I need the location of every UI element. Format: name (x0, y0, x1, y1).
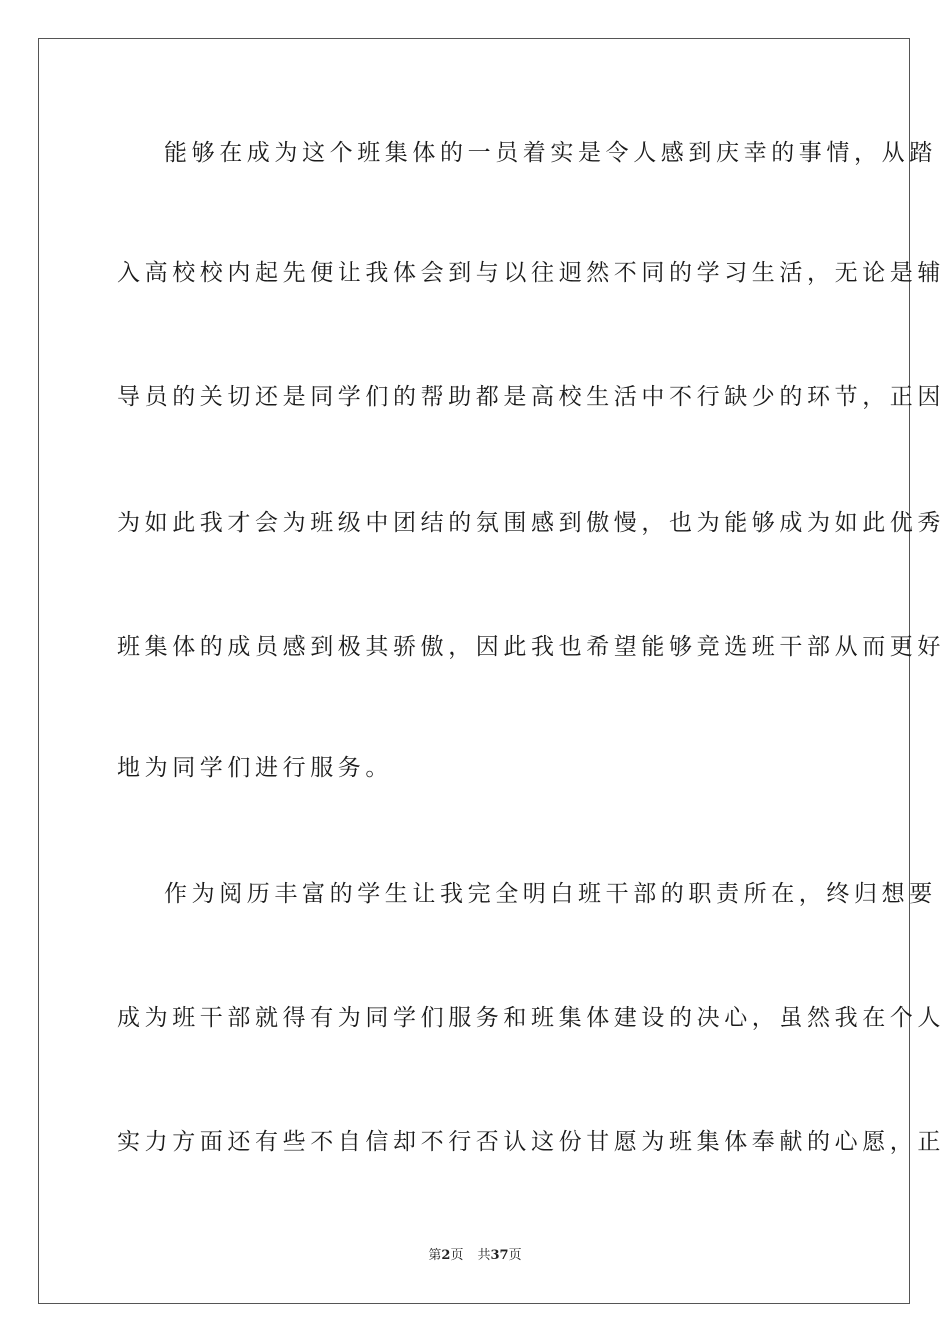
page-footer (0, 1247, 950, 1265)
paragraph-1-line-1: 能够在成为这个班集体的一员着实是令人感到庆幸的事情，从踏 (164, 140, 937, 166)
paragraph-2-line-3: 实力方面还有些不自信却不行否认这份甘愿为班集体奉献的心愿，正 (117, 1129, 945, 1155)
total-prefix: 共 (477, 1248, 491, 1263)
paragraph-1-line-4: 为如此我才会为班级中团结的氛围感到傲慢，也为能够成为如此优秀 (117, 510, 945, 536)
paragraph-2-line-1: 作为阅历丰富的学生让我完全明白班干部的职责所在，终归想要 (164, 881, 937, 907)
total-suffix: 页 (508, 1248, 522, 1263)
page-current: 2 (441, 1248, 451, 1263)
paragraph-1-line-6: 地为同学们进行服务。 (117, 755, 393, 781)
page-border (38, 38, 945, 1304)
paragraph-1-line-3: 导员的关切还是同学们的帮助都是高校生活中不行缺少的环节，正因 (117, 384, 945, 410)
paragraph-2-line-2: 成为班干部就得有为同学们服务和班集体建设的决心，虽然我在个人 (117, 1005, 945, 1031)
paragraph-1-line-5: 班集体的成员感到极其骄傲，因此我也希望能够竞选班干部从而更好 (117, 634, 945, 660)
page-suffix: 页 (450, 1248, 464, 1263)
page-prefix: 第 (428, 1248, 442, 1263)
paragraph-1-line-2: 入高校校内起先便让我体会到与以往迥然不同的学习生活，无论是辅 (117, 260, 945, 286)
page-total: 37 (490, 1248, 509, 1263)
